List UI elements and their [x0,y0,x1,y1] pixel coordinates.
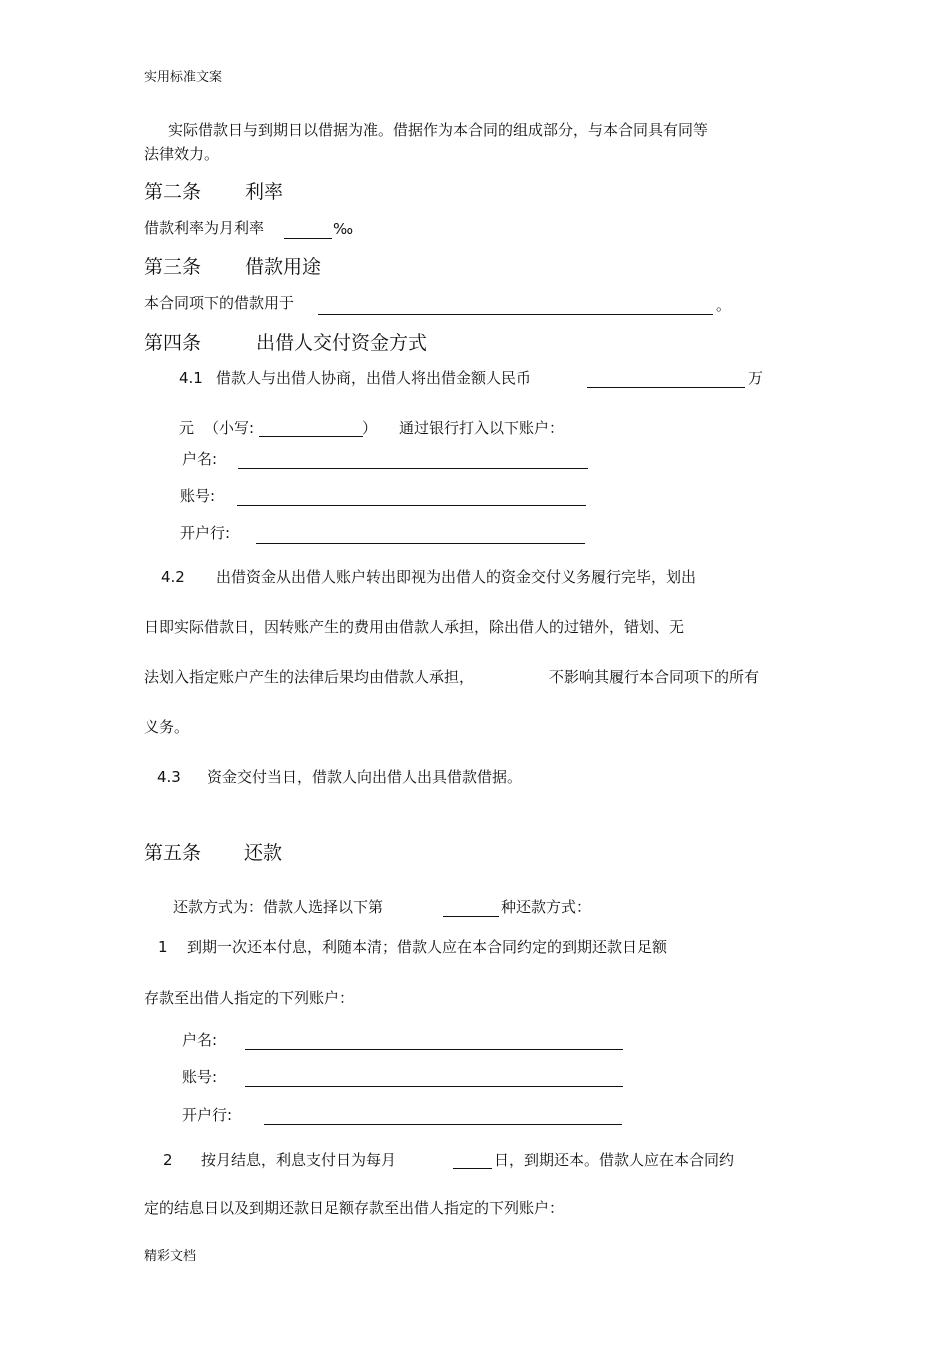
interest-rate-text: 借款利率为月利率 [144,219,265,237]
lender-account-name-label: 户名: [182,450,218,468]
lender-account-name-blank[interactable] [238,468,588,469]
section-4-2-line-2: 日即实际借款日，因转账产生的费用由借款人承担，除出借人的过错外，错划、无 [144,618,685,636]
loan-purpose-blank[interactable] [318,314,713,315]
repayment-method-suffix: 种还款方式： [501,898,592,916]
amount-words-blank[interactable] [587,387,745,388]
article-2-number: 第二条 [144,181,202,203]
option-2-line-1a: 按月结息，利息支付日为每月 [201,1151,397,1169]
opt1-account-no-blank[interactable] [245,1086,623,1087]
lender-account-no-blank[interactable] [237,505,586,506]
section-4-3-number: 4.3 [157,768,181,786]
amount-figures-blank[interactable] [259,436,363,437]
article-3-number: 第三条 [144,256,202,278]
option-2-line-1b: 日，到期还本。借款人应在本合同约 [494,1151,735,1169]
option-1-line-1: 到期一次还本付息，利随本清；借款人应在本合同约定的到期还款日足额 [187,938,668,956]
article-4-title: 出借人交付资金方式 [256,332,428,354]
section-4-2-line-3a: 法划入指定账户产生的法律后果均由借款人承担， [144,668,475,686]
page-footer: 精彩文档 [144,1249,197,1264]
interest-rate-blank[interactable] [284,238,332,239]
section-4-1-number: 4.1 [179,369,203,387]
section-4-3-text: 资金交付当日，借款人向出借人出具借款借据。 [207,768,523,786]
lender-account-no-label: 账号: [180,487,216,505]
option-2-number: 2 [163,1151,173,1169]
article-4-number: 第四条 [144,332,202,354]
option-2-line-2: 定的结息日以及到期还款日足额存款至出借人指定的下列账户： [144,1199,565,1217]
opt1-bank-blank[interactable] [264,1124,622,1125]
article-3-title: 借款用途 [245,256,322,278]
section-4-2-number: 4.2 [161,568,185,586]
loan-purpose-period: 。 [716,296,732,314]
opt1-account-name-label: 户名: [182,1031,218,1049]
option-1-number: 1 [158,938,168,956]
opt1-account-no-label: 账号: [182,1068,218,1086]
repayment-method-text: 还款方式为：借款人选择以下第 [173,898,384,916]
repayment-method-blank[interactable] [443,916,499,917]
article-2-title: 利率 [245,181,284,203]
permille-unit: ‰ [333,220,354,238]
section-4-1-text: 借款人与出借人协商，出借人将出借金额人民币 [216,369,532,387]
opt1-bank-label: 开户行: [182,1106,233,1124]
wan-unit: 万 [748,369,764,387]
intro-line-1: 实际借款日与到期日以借据为准。借据作为本合同的组成部分，与本合同具有同等 [168,121,709,139]
article-5-number: 第五条 [144,842,202,864]
opt1-account-name-blank[interactable] [245,1049,623,1050]
loan-purpose-text: 本合同项下的借款用于 [144,294,295,312]
section-4-2-line-1: 出借资金从出借人账户转出即视为出借人的资金交付义务履行完毕，划出 [216,568,697,586]
lender-bank-blank[interactable] [256,543,585,544]
option-1-line-2: 存款至出借人指定的下列账户： [144,989,355,1007]
amount-figures-close: ） [362,419,378,437]
section-4-2-line-4: 义务。 [144,718,190,736]
page-header: 实用标准文案 [144,70,223,85]
lender-bank-label: 开户行: [180,524,231,542]
amount-figures-label: （小写: [204,419,255,437]
intro-line-2: 法律效力。 [144,145,220,163]
bank-transfer-text: 通过银行打入以下账户： [399,419,565,437]
interest-day-blank[interactable] [453,1168,492,1169]
section-4-2-line-3b: 不影响其履行本合同项下的所有 [549,668,760,686]
article-5-title: 还款 [244,842,283,864]
yuan-unit: 元 [179,419,195,437]
